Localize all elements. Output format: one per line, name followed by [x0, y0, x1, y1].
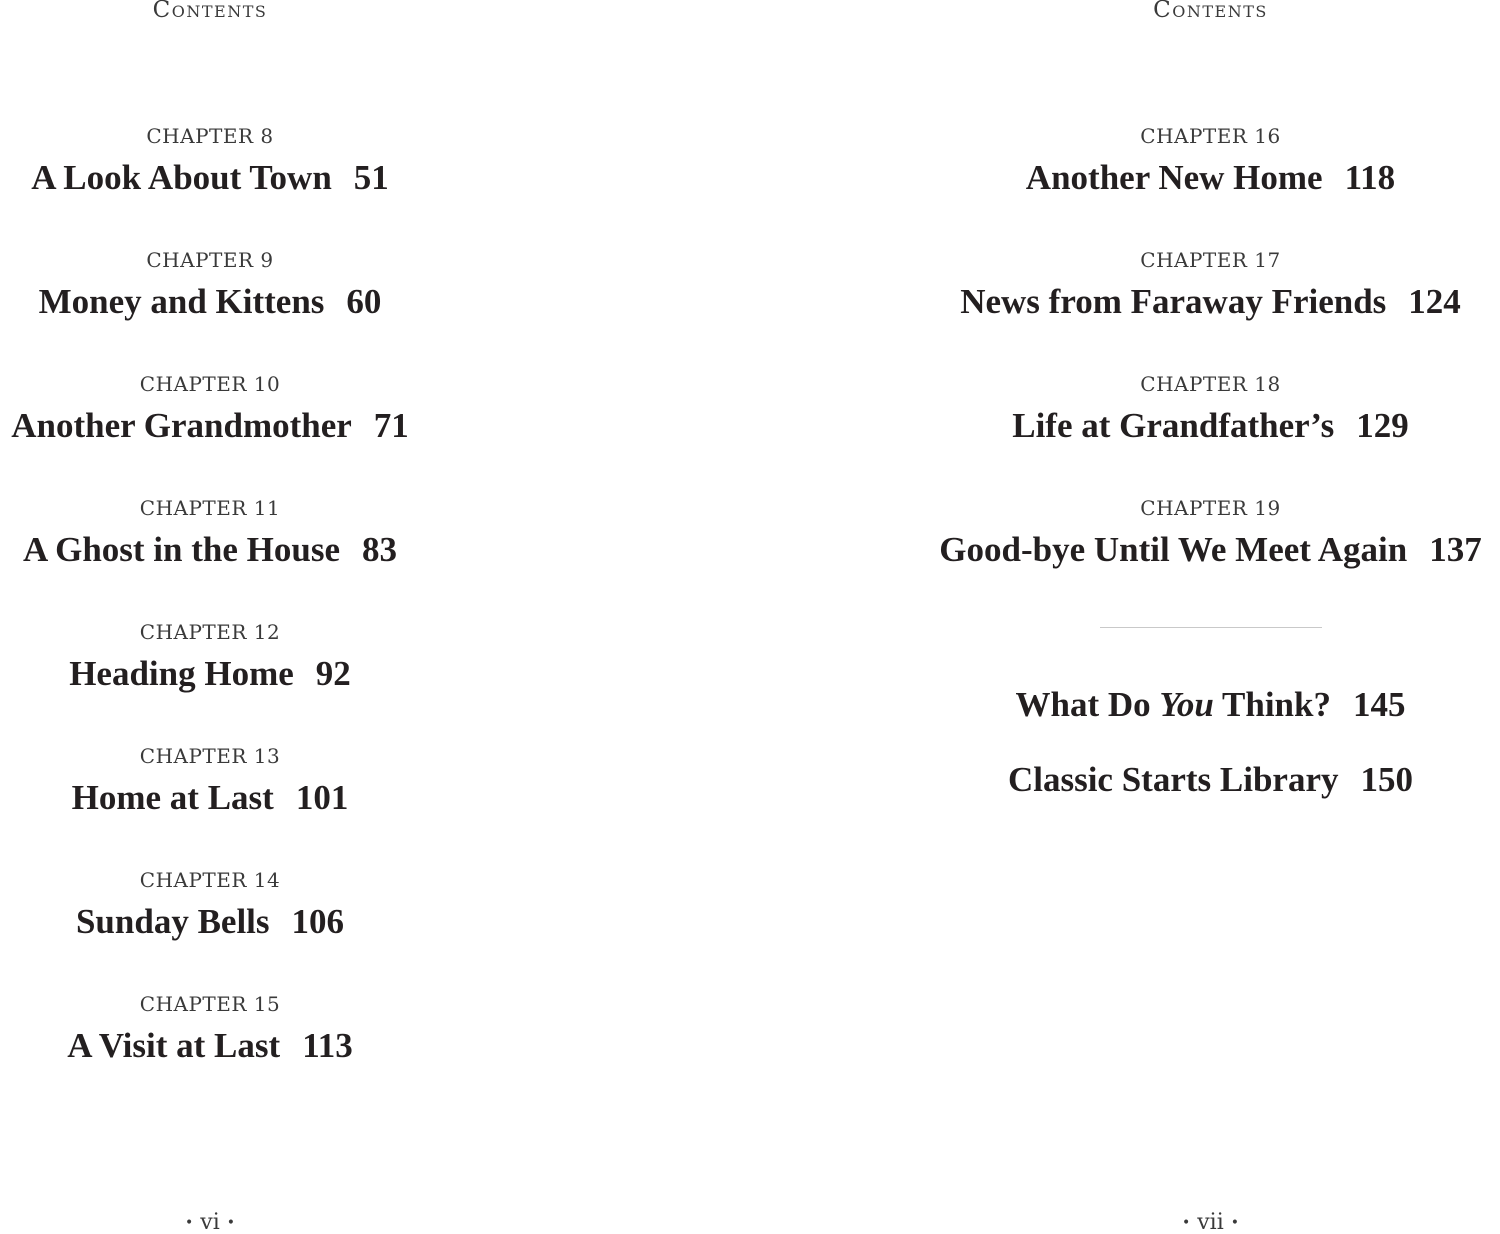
page-number: 150 [1360, 760, 1414, 799]
toc-entry-chapter-14[interactable] [0, 868, 420, 944]
toc-entry-chapter-15[interactable] [0, 992, 420, 1068]
chapter-title: Money and Kittens [38, 282, 325, 321]
chapter-label: CHAPTER 17 [1140, 248, 1281, 272]
chapter-line [921, 156, 1500, 200]
chapter-line [0, 776, 420, 820]
bullet-icon: • [226, 1215, 235, 1231]
running-head: Contents [152, 0, 268, 23]
section-divider [1100, 627, 1322, 628]
chapter-title: Good-bye Until We Meet Again [939, 530, 1408, 569]
page-number: 113 [302, 1026, 353, 1065]
folio-number: vii [1197, 1210, 1224, 1234]
bullet-icon: • [185, 1215, 194, 1231]
chapter-line [0, 280, 420, 324]
page-number: 106 [291, 902, 345, 941]
toc-entry-chapter-16[interactable] [921, 124, 1500, 200]
toc-entry-chapter-18[interactable] [921, 372, 1500, 448]
chapter-title: News from Faraway Friends [960, 282, 1387, 321]
chapter-label: CHAPTER 19 [1140, 496, 1281, 520]
chapter-label: CHAPTER 18 [1140, 372, 1281, 396]
chapter-line [921, 280, 1500, 324]
toc-entry-chapter-11[interactable] [0, 496, 420, 572]
page-number: 101 [295, 778, 349, 817]
chapter-title: Home at Last [71, 778, 274, 817]
back-matter-title [1016, 685, 1331, 724]
chapter-line [0, 156, 420, 200]
chapter-label: CHAPTER 15 [139, 992, 281, 1016]
chapter-line [0, 900, 420, 944]
toc-entry-what-do-you-think[interactable] [921, 683, 1500, 727]
page-number: 145 [1352, 685, 1406, 724]
page-number: 83 [362, 530, 397, 569]
chapter-title: Life at Grandfather’s [1012, 406, 1335, 445]
page-number: 129 [1356, 406, 1409, 445]
page-number: 51 [353, 158, 389, 197]
toc-entry-chapter-8[interactable] [0, 124, 420, 200]
title-text: What Do [1015, 685, 1160, 724]
toc-entry-chapter-17[interactable] [921, 248, 1500, 324]
title-text: Think? [1213, 685, 1331, 724]
title-italic-text: You [1159, 685, 1214, 724]
chapter-title: A Look About Town [31, 158, 332, 197]
back-matter-title: Classic Starts Library [1007, 760, 1339, 799]
chapter-label: CHAPTER 11 [139, 496, 281, 520]
bullet-icon: • [1181, 1215, 1191, 1231]
running-head: Contents [1153, 0, 1268, 23]
chapter-title: A Visit at Last [67, 1026, 281, 1065]
chapter-title: Another New Home [1025, 158, 1323, 197]
page-folio [0, 1208, 420, 1234]
chapter-line [0, 1024, 420, 1068]
page-number: 124 [1408, 282, 1461, 321]
chapter-title: Another Grandmother [11, 406, 352, 445]
chapter-label: CHAPTER 12 [139, 620, 281, 644]
chapter-line [0, 528, 420, 572]
chapter-line [0, 652, 420, 696]
toc-entry-classic-starts-library[interactable] [921, 758, 1500, 802]
chapter-title: A Ghost in the House [23, 530, 340, 569]
page-folio [921, 1208, 1500, 1234]
toc-entry-chapter-9[interactable] [0, 248, 420, 324]
folio-number: vi [200, 1210, 220, 1234]
left-page [0, 0, 420, 1234]
page-number: 60 [346, 282, 382, 321]
page-number: 118 [1344, 158, 1396, 197]
chapter-label: CHAPTER 13 [139, 744, 281, 768]
page-number: 71 [373, 406, 409, 445]
chapter-line [921, 528, 1500, 572]
chapter-title: Sunday Bells [75, 902, 270, 941]
page-number: 137 [1429, 530, 1482, 569]
right-page [921, 0, 1500, 1234]
chapter-label: CHAPTER 10 [139, 372, 281, 396]
chapter-line [921, 404, 1500, 448]
bullet-icon: • [1230, 1215, 1240, 1231]
chapter-label: CHAPTER 14 [139, 868, 281, 892]
toc-entry-chapter-12[interactable] [0, 620, 420, 696]
chapter-line [0, 404, 420, 448]
toc-entry-chapter-10[interactable] [0, 372, 420, 448]
chapter-label: CHAPTER 16 [1140, 124, 1281, 148]
chapter-title: Heading Home [69, 654, 294, 693]
chapter-label: CHAPTER 8 [146, 124, 274, 148]
toc-entry-chapter-13[interactable] [0, 744, 420, 820]
toc-entry-chapter-19[interactable] [921, 496, 1500, 572]
chapter-label: CHAPTER 9 [146, 248, 274, 272]
page-number: 92 [315, 654, 351, 693]
